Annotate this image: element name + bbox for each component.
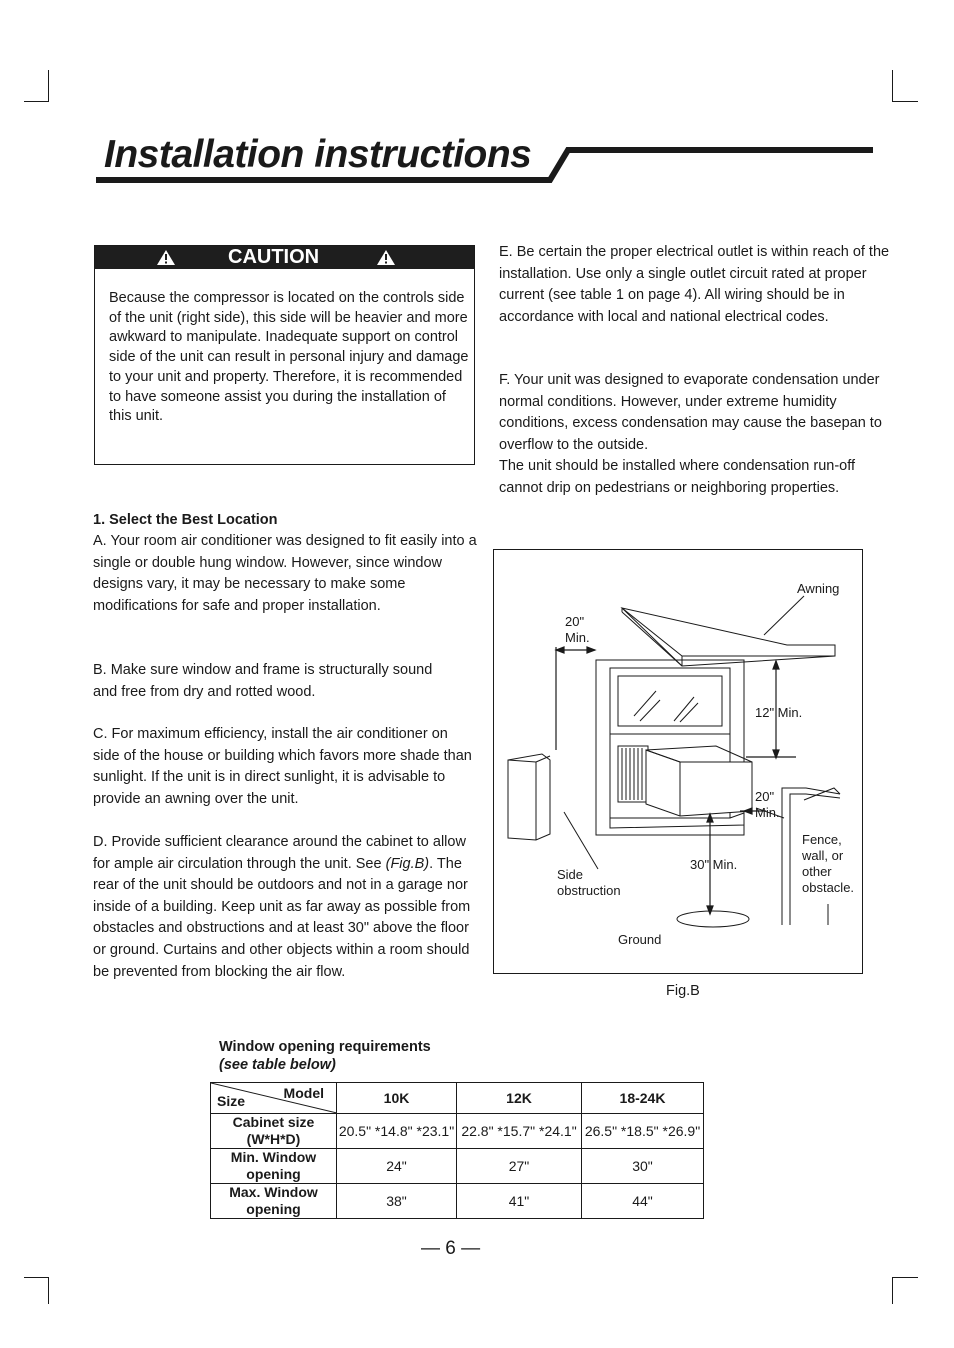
table-cell: 20.5" *14.8" *23.1" [337,1114,457,1149]
row-header-line: (W*H*D) [246,1131,301,1147]
table-cell: 27" [457,1149,582,1184]
table-subtitle: (see table below) [219,1057,336,1073]
corner-model-label: Model [283,1085,324,1101]
label-side-min: Min. [565,630,590,645]
page-title: Installation instructions [104,133,532,176]
paragraph-d [93,832,477,983]
crop-mark-bottom-left [48,1277,49,1304]
table-cell: 22.8" *15.7" *24.1" [457,1114,582,1149]
label-side-obstruction: Side [557,867,584,882]
fig-b-reference: (Fig.B) [385,855,430,872]
label-awning: Awning [797,581,840,596]
row-header-line: opening [246,1201,301,1217]
table-row [211,1184,704,1219]
column-header: 18-24K [582,1083,704,1114]
table-row [211,1149,704,1184]
window-requirements-table [210,1082,704,1219]
paragraph-d-part1: D. Provide sufficient clearance around the cabinet to allow for ample air circulation through the unit. [93,834,466,872]
label-side-obstruction: obstruction [557,883,621,898]
table-title: Window opening requirements [219,1039,431,1055]
section-heading: 1. Select the Best Location [93,512,278,528]
crop-mark-bottom-right [892,1277,918,1278]
paragraph-f: F. Your unit was designed to evaporate condensation under normal conditions. However, under extreme humidity conditions, excess condensation may cause the basepan to overflow to the outside. [499,372,882,453]
figure-caption: Fig.B [666,983,700,999]
label-fence: wall, or [802,848,844,863]
paragraph-c: C. For maximum efficiency, install the air conditioner on side of the house or building which favors more shade than sunlight. If the unit is in direct sunlight, it is advisable to provide an awning over the unit. [93,726,472,807]
label-bottom-min: 30" Min. [690,857,738,872]
row-header [211,1114,337,1149]
paragraph-b: B. Make sure window and frame is structurally sound and free from dry and rotted wood. [93,662,433,700]
clearance-diagram [494,550,862,973]
warning-icon [377,250,395,265]
paragraph-f2: The unit should be installed where condensation run-off cannot drip on pedestrians or neighboring properties. [499,458,856,496]
crop-mark-bottom-right [892,1277,893,1304]
label-side-min: 20" [565,614,585,629]
paragraph-a: A. Your room air conditioner was designed to fit easily into a single or double hung window. However, since window designs vary, it may be necessary to make some modifications for safe and proper installation. [93,533,477,614]
crop-mark-bottom-left [24,1277,49,1278]
label-fence: other [802,864,832,879]
label-right-min: Min. [755,805,780,820]
caution-label: CAUTION [228,246,320,268]
column-header: 12K [457,1083,582,1114]
label-fence: obstacle. [802,880,855,895]
paragraph-e: E. Be certain the proper electrical outlet is within reach of the installation. Use only a single outlet circuit rated at proper current (see table 1 on page 4). All wiring should be in accordance with local and national electrical codes. [499,244,890,325]
table-corner-cell [211,1083,337,1114]
table-row [211,1114,704,1149]
paragraph-d-part3: Keep unit as far away as possible from obstacles and obstructions and at least 30" above the floor or ground. Curtains and other objects within a room should be prevented from blocking the air flow. [93,898,471,980]
row-header-line: Max. Window [229,1184,318,1200]
corner-size-label: Size [217,1093,246,1109]
paragraph-d-see: See [355,855,382,872]
row-header-line: opening [246,1166,301,1182]
caution-box [94,245,475,465]
row-header [211,1149,337,1184]
column-header: 10K [337,1083,457,1114]
table-cell: 44" [582,1184,704,1219]
label-ground: Ground [618,932,662,947]
label-fence: Fence, [802,832,842,847]
caution-bar [95,246,474,269]
caution-text: Because the compressor is located on the controls side of the unit (right side), this side will be heavier and more awkward to manipulate. Inadequate support on control side of the unit can result in personal injury and damage to your unit and property. Therefore, it is recommended to have someone assist you during the installation of this unit. [109,290,469,425]
table-cell: 38" [337,1184,457,1219]
table-cell: 24" [337,1149,457,1184]
label-right-min: 20" [755,789,775,804]
paragraph-d-part2: . The rear of the unit should be outdoors and not in a garage nor inside of a building. [93,855,468,915]
row-header [211,1184,337,1219]
label-top-min: 12" Min. [755,705,803,720]
row-header-line: Min. Window [230,1149,317,1165]
warning-icon [157,250,175,265]
table-header-row [211,1083,704,1114]
row-header-line: Cabinet size [232,1114,315,1130]
figure-b-box [493,549,863,974]
table-cell: 41" [457,1184,582,1219]
page-number: — 6 — [421,1238,481,1259]
table-cell: 26.5" *18.5" *26.9" [582,1114,704,1149]
table-cell: 30" [582,1149,704,1184]
page-number-value: 6 [445,1238,456,1259]
